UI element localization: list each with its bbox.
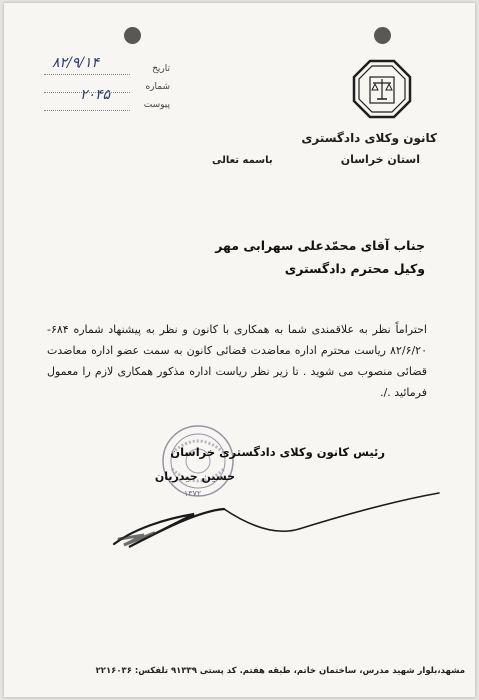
letterhead-footer: مشهد،بلوار شهید مدرس، ساختمان خاتم، طبقه هفتم. کد پستی ۹۱۳۳۹ تلفکس: ۲۲۱۶۰۳۶ xyxy=(95,666,465,676)
letterhead-fields xyxy=(40,55,170,115)
date-value: ۸۲/۹/۱۴ xyxy=(52,55,100,71)
attachment-field xyxy=(40,97,170,115)
date-field xyxy=(40,55,170,79)
date-label: تاریخ xyxy=(152,64,170,74)
org-name: کانون وکلای دادگستری xyxy=(301,131,437,145)
punch-hole xyxy=(374,27,391,44)
attachment-line xyxy=(44,110,130,111)
number-label: شماره xyxy=(145,82,170,92)
recipient-title: وکیل محترم دادگستری xyxy=(284,261,425,276)
recipient-name: جناب آقای محمّدعلی سهرابی مهر xyxy=(215,238,425,253)
province-name: استان خراسان xyxy=(340,153,420,166)
number-field xyxy=(40,79,170,103)
number-line xyxy=(44,92,130,93)
signatory-name: حسین حیدریان xyxy=(154,470,235,483)
handwritten-signature xyxy=(104,489,444,559)
recipient-block xyxy=(215,238,425,284)
bar-association-logo xyxy=(352,59,412,119)
number-value: ۲۰۴۵ xyxy=(80,87,111,103)
official-seal-icon xyxy=(160,423,236,499)
letter-paragraph: احتراماً نظر به علاقمندی شما به همکاری با کانون و نظر به پیشنهاد شماره ۶۸۴- ۸۲/۶/۲۰ ریاست محترم اداره معاضدت قضائی کانون به سمت عضو اداره معاضدت قضائی منصوب می شوید . تا زیر نظر ریاست اداره مذکور همکاری لازم را معمول فرمائید ./. xyxy=(47,323,427,399)
letter-page xyxy=(4,3,475,697)
signatory-title: رئیس کانون وکلای دادگستری خراسان xyxy=(170,445,385,459)
seal-number: ۱۳۷۲ xyxy=(184,489,202,498)
invocation: باسمه تعالی xyxy=(212,155,273,166)
punch-hole xyxy=(124,27,141,44)
letter-body xyxy=(47,319,427,403)
date-line xyxy=(44,74,130,75)
attachment-label: پیوست xyxy=(143,100,170,110)
